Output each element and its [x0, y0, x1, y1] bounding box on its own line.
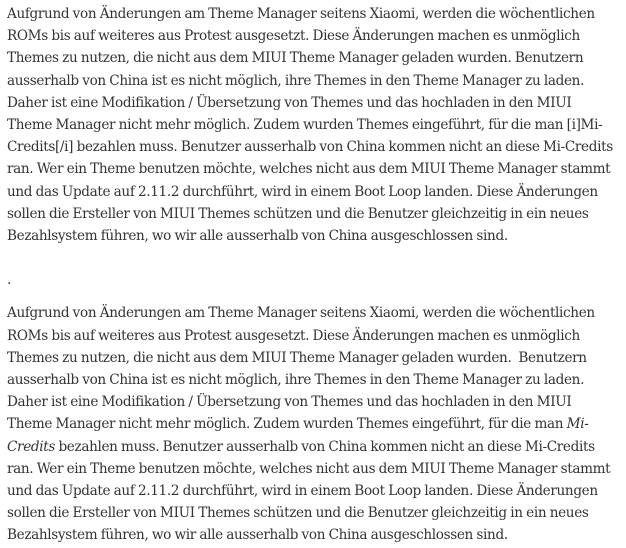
separator-dot: . — [7, 272, 11, 289]
mi-credits-emphasis: Mi-Credits — [7, 416, 589, 455]
paragraph-1: Aufgrund von Änderungen am Theme Manager seitens Xiaomi, werden die wöchentlichen ROMs bis auf weiteres aus Protest ausgesetzt. Diese Änderungen machen es unmöglich Themes zu nutzen, die nicht aus dem MIUI Theme Manager geladen wurden. Benutzern ausserhalb von China ist es nicht möglich, ihre Themes in den Theme Manager zu laden. Daher ist eine Modifikation / Übersetzung von Themes und das hochladen in den MIUI Theme Manager nicht mehr möglich. Zudem wurden Themes eingeführt, für die man [i]Mi-Credits[/i] bezahlen muss. Benutzer ausserhalb von China kommen nicht an diese Mi-Credits ran. Wer ein Theme benutzen möchte, welches nicht aus dem MIUI Theme Manager stammt und das Update auf 2.11.2 durchführt, wird in einem Boot Loop landen. Diese Änderungen sollen die Ersteller von MIUI Themes schützen und die Benutzer gleichzeitig in ein neues Bezahlsystem führen, wo wir alle ausserhalb von China ausgeschlossen sind. — [7, 6, 613, 245]
paragraph-2-text-start: Aufgrund von Änderungen am Theme Manager seitens Xiaomi, werden die wöchentlichen ROMs bis auf weiteres aus Protest ausgesetzt. Diese Änderungen machen es unmöglich Themes zu nutzen, die nicht aus dem MIUI Theme Manager geladen wurden. Benutzern ausserhalb von China ist es nicht möglich, ihre Themes in den Theme Manager zu laden. Daher ist eine Modifikation / Übersetzung von Themes und das hochladen in den MIUI Theme Manager nicht mehr möglich. Zudem wurden Themes eingeführt, für die man — [7, 305, 599, 433]
paragraph-2 — [7, 302, 619, 546]
paragraph-2-text-end: bezahlen muss. Benutzer ausserhalb von China kommen nicht an diese Mi-Credits ran. Wer ein Theme benutzen möchte, welches nicht aus dem MIUI Theme Manager stammt und das Update auf 2.11.2 durchführt, wird in einem Boot Loop landen. Diese Änderungen sollen die Ersteller von MIUI Themes schützen und die Benutzer gleichzeitig in ein neues Bezahlsystem führen, wo wir alle ausserhalb von China ausgeschlossen sind. — [7, 438, 614, 544]
document-body — [7, 3, 619, 547]
